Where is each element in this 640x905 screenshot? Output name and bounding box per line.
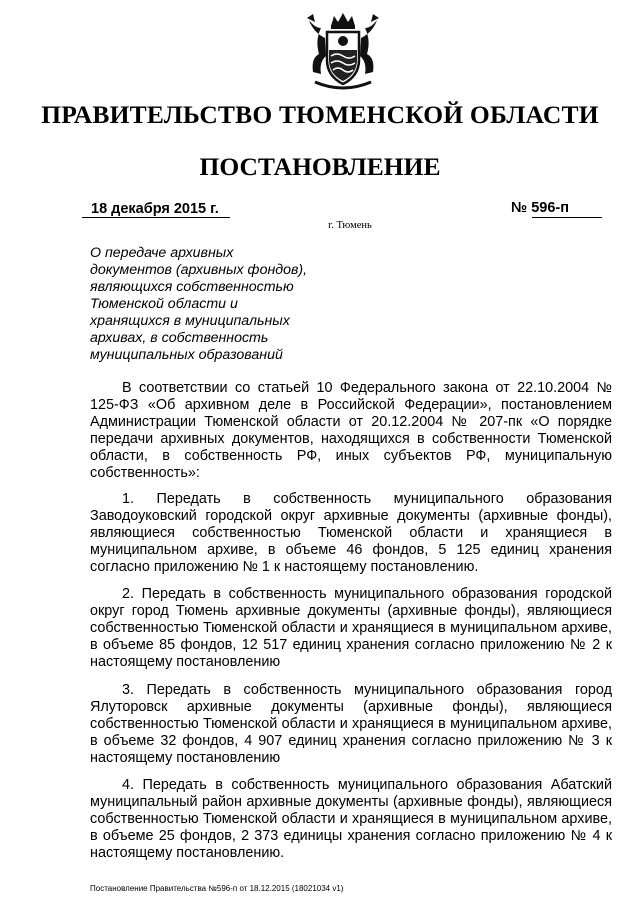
document-type: ПОСТАНОВЛЕНИЕ bbox=[199, 152, 441, 181]
clause-paragraph-2: 2. Передать в собственность муниципального образования городской округ город Тюмень архивные документы (архивные фонды), являющиеся собственностью Тюменской области и хранящиеся в муниципальном архиве, в объеме 85 фондов, 12 517 единиц хранения согласно приложению № 2 к настоящему постановлению bbox=[90, 586, 612, 671]
subject-line: являющихся собственностью bbox=[90, 279, 294, 295]
date-underline bbox=[82, 217, 230, 218]
city-label: г. Тюмень bbox=[328, 220, 372, 231]
clause-paragraph-4: 4. Передать в собственность муниципального образования Абатский муниципальный район архивные документы (архивные фонды), являющиеся собственностью Тюменской области и хранящиеся в муниципальном архиве, в объеме 25 фондов, 2 373 единицы хранения согласно приложению № 4 к настоящему постановлению. bbox=[90, 776, 612, 862]
preamble-paragraph: В соответствии со статьей 10 Федерального закона от 22.10.2004 № 125-ФЗ «Об архивном деле в Российской Федерации», постановлением Администрации Тюменской области от 20.12.2004 № 207-пк «О порядке передачи архивных документов, находящихся в собственности Тюменской области, в собственность РФ, иных субъектов РФ, муниципальную собственность»: bbox=[90, 380, 612, 482]
clause-paragraph-1: 1. Передать в собственность муниципального образования Заводоуковский городской округ архивные документы (архивные фонды), являющиеся собственностью Тюменской области и хранящиеся в муниципальном архиве, в объеме 46 фондов, 5 125 единиц хранения согласно приложению № 1 к настоящему постановлению. bbox=[90, 490, 612, 575]
clause-paragraph-3: 3. Передать в собственность муниципального образования город Ялуторовск архивные документы (архивные фонды), являющиеся собственностью Тюменской области и хранящиеся в муниципальном архиве, в объеме 32 фондов, 4 907 единиц хранения согласно приложению № 3 к настоящему постановлению bbox=[90, 681, 612, 766]
tyumen-coat-of-arms-icon bbox=[293, 10, 393, 94]
document-body bbox=[90, 380, 612, 872]
organization-title: ПРАВИТЕЛЬСТВО ТЮМЕНСКОЙ ОБЛАСТИ bbox=[41, 100, 599, 129]
subject-line: О передаче архивных bbox=[90, 245, 234, 261]
page-footer: Постановление Правительства №596-п от 18.12.2015 (18021034 v1) bbox=[90, 884, 344, 893]
subject-line: архивах, в собственность bbox=[90, 330, 269, 346]
subject-line: муниципальных образований bbox=[90, 347, 283, 363]
number-underline bbox=[532, 217, 602, 218]
subject-line: документов (архивных фондов), bbox=[90, 262, 308, 278]
document-number: № 596-п bbox=[511, 200, 569, 216]
document-subject bbox=[90, 245, 350, 364]
subject-line: Тюменской области и bbox=[90, 296, 238, 312]
document-date: 18 декабря 2015 г. bbox=[91, 201, 219, 217]
subject-line: хранящихся в муниципальных bbox=[90, 313, 290, 329]
